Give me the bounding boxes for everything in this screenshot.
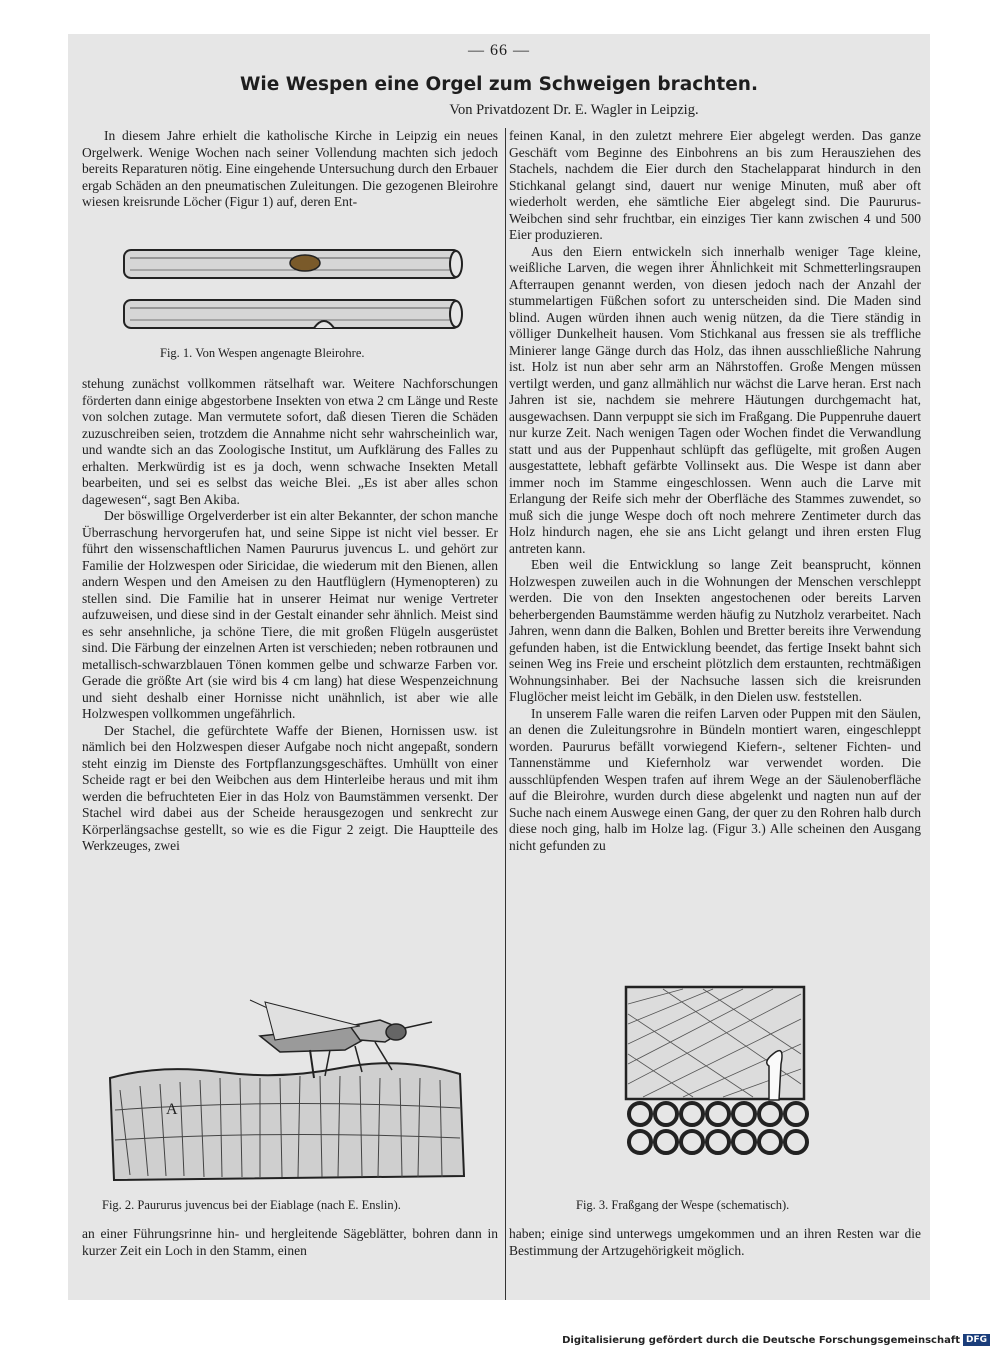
- figure-1-lead-pipes: [118, 246, 478, 341]
- right-column-block-1: [509, 128, 921, 854]
- column-divider: [505, 128, 506, 1300]
- credit-text: Digitalisierung gefördert durch die Deutsche Forschungsgemeinschaft: [562, 1334, 960, 1346]
- dfg-logo: DFG: [963, 1334, 990, 1346]
- paragraph: In diesem Jahre erhielt die katholische Kirche in Leipzig ein neues Orgelwerk. Wenige Wochen nach seiner Vollendung machten sich jedoch bereits Reparaturen nötig. Eine eingehende Untersuchung durch den Erbauer ergab Schäden an den pneumatischen Zuleitungen. Die gezogenen Bleirohre wiesen kreisrunde Löcher (Figur 1) auf, deren Ent-: [82, 128, 498, 209]
- figure-1-caption: Fig. 1. Von Wespen angenagte Bleirohre.: [160, 346, 365, 360]
- right-column-block-2: [509, 1226, 921, 1259]
- figure-2-label: A: [166, 1101, 178, 1118]
- paragraph: feinen Kanal, in den zuletzt mehrere Eier abgelegt werden. Das ganze Geschäft vom Beginne des Einbohrens an bis zum Herausziehen des Stachels, nachdem die Eier durch den Stachelapparat hindurch in den Stichkanal gelangt sind, dauert nur wenige Minuten, muß aber oft wiederholt werden, ehe sämtliche Eier abgelegt sind. Die Paururus-Weibchen sind sehr fruchtbar, ein einziges Tier kann zwischen 4 und 500 Eier produzieren.: [509, 128, 921, 242]
- figure-3-feeding-tunnel: [623, 984, 813, 1184]
- paragraph: Eben weil die Entwicklung so lange Zeit beansprucht, können Holzwespen zuweilen auch in die Wohnungen der Menschen verschleppt werden. Die von den Insekten angestochenen oder bereits Larven beherbergenden Baumstämme werden häufig zu Nutzholz verarbeitet. Nach Jahren, wenn dann die Balken, Bohlen und Bretter bereits ihre Verwendung gefunden haben, ist die Entwicklung beendet, das fertige Insekt bahnt sich seinen Weg ins Freie und erscheint plötzlich dem erstaunten, rechtmäßigen Wohnungsinhaber. Bei der Nachsuche lassen sich die kreisrunden Fluglöcher meist leicht im Gebälk, in den Dielen usw. feststellen.: [509, 557, 921, 704]
- paragraph: Der böswillige Orgelverderber ist ein alter Bekannter, der schon manche Überraschung hervorgerufen hat, und seine Sippe ist nicht viel besser. Er führt den wissenschaftlichen Namen Paururus juvencus L. und gehört zur Familie der Holzwespen oder Siricidae, die wiederum mit den Bienen, allen andern Wespen und den Ameisen zu den Hautflüglern (Hymenopteren) zu stellen sind. Die Familie hat in unserer Heimat nur wenige Vertreter aufzuweisen, und diese sind in der Gestalt einander sehr ähnlich. Meist sind es sehr ansehnliche, ja schöne Tiere, die mit großen Flügeln ausgerüstet sind. Die Färbung der einzelnen Arten ist verschieden; neben rotbraunen und metallisch-schwarzblauen Tönen kommen gelbe und schwarze Farben vor. Gerade die größte Art (sie wird bis 4 cm lang) hat diese Wespenzeichnung und sieht deshalb einer Hornisse nicht unähnlich, ist aber wie alle Holzwespen vollkommen ungefährlich.: [82, 508, 498, 721]
- paragraph: Der Stachel, die gefürchtete Waffe der Bienen, Hornissen usw. ist nämlich bei den Holzwespen dieser Aufgabe noch nicht angepaßt, sondern steht einzig im Dienste des Fortpflanzungsgeschäftes. Umhüllt von einer Scheide ragt er bei den Weibchen aus dem Hinterleibe heraus und mit ihm werden die befruchteten Eier in das Holz von Baumstämmen versenkt. Der Stachel wird dabei aus der Scheide herausgezogen und senkrecht zur Körperlängsachse gestellt, so wie es die Figur 2 zeigt. Die Hauptteile des Werkzeuges, zwei: [82, 722, 498, 853]
- figure-3-caption: Fig. 3. Fraßgang der Wespe (schematisch).: [576, 1198, 790, 1212]
- figure-2-caption: Fig. 2. Paururus juvencus bei der Eiablage (nach E. Enslin).: [102, 1198, 401, 1212]
- article-byline: Von Privatdozent Dr. E. Wagler in Leipzig.: [449, 102, 699, 118]
- paragraph: Aus den Eiern entwickeln sich innerhalb weniger Tage kleine, weißliche Larven, die wegen ihrer Ähnlichkeit mit Schmetterlingsraupen Afterraupen genannt werden, von diesen jedoch nach der Anzahl der stummelartigen Füßchen sofort zu unterscheiden sind. Die Maden sind blind. Augen würden ihnen auch wenig nützen, da die Tiere ständig in völliger Dunkelheit hausen. Vom Stichkanal aus fressen sie als treffliche Minierer lange Gänge durch das Holz, das ihnen ausschließliche Nahrung ist. Holz ist nun aber sehr arm an Nährstoffen. Große Mengen müssen vertilgt werden, und ganz allmählich nur wächst die Larve heran. Erst nach Jahren ist sie, nachdem sie mehrere Häutungen durchgemacht hat, ausgewachsen. Dann verpuppt sie sich im Fraßgang. Die Puppenruhe dauert nur kurze Zeit. Nach wenigen Tagen oder Wochen findet die Verwandlung statt und aus der Puppenhaut schlüpft das geflügelte, mit großen Augen ausgestattete, lebhaft gefärbte Vollinsekt aus. Die Wespe ist dann aber immer noch im Stamme eingeschlossen. Wenn auch die Larve mit Erlangung der Reife sich mehr der Oberfläche des Stammes zuwendet, so muß sich die junge Wespe doch oft noch mehrere Zentimeter durch das Holz hindurch nagen, ehe sie ans Licht gelangt und ihren ersten Flug antreten kann.: [509, 243, 921, 556]
- digitization-credit: [562, 1334, 990, 1346]
- left-column-block-2: [82, 376, 498, 855]
- paragraph: an einer Führungsrinne hin- und hergleitende Sägeblätter, bohren dann in kurzer Zeit ein Loch in den Stamm, einen: [82, 1226, 498, 1258]
- page-number: — 66 —: [468, 42, 530, 59]
- left-column-block-1: [82, 128, 498, 211]
- paragraph: In unserem Falle waren die reifen Larven oder Puppen mit den Säulen, an denen die Zuleitungsrohre in Bündeln montiert waren, eingeschleppt worden. Paururus befällt vorwiegend Kiefern-, seltener Fichten- und Tannenstämme und Kiefernholz war verwendet worden. Die ausschlüpfenden Wespen trafen auf ihrem Wege an der Säulenoberfläche auf die Bleirohre, wurden durch diese abgelenkt und nagten nun auf der Suche nach einem Auswege einen Gang, der quer zu den Rohren halb durch diese noch ging, halb im Holze lag. (Figur 3.) Alle scheinen den Ausgang nicht gefunden zu: [509, 705, 921, 853]
- article-title: Wie Wespen eine Orgel zum Schweigen brachten.: [240, 74, 758, 95]
- figure-2-wasp-egg-laying: [100, 980, 480, 1188]
- left-column-block-3: [82, 1226, 498, 1259]
- paragraph: stehung zunächst vollkommen rätselhaft war. Weitere Nachforschungen förderten dann einige abgestorbene Insekten von etwa 2 cm Länge und Reste von solchen zutage. Man vermutete sofort, daß diesen Tieren die Schäden zuzuschreiben seien, trotzdem die Annahme nicht sehr wahrscheinlich war, und wandte sich an das Zoologische Institut, um Aufklärung des Falles zu erhalten. Merkwürdig ist es ja doch, wenn schwache Insekten Metall bearbeiten, und sei es selbst das weiche Blei. „Es ist aber alles schon dagewesen“, sagt Ben Akiba.: [82, 376, 498, 507]
- scanned-page: [68, 34, 930, 1300]
- paragraph: haben; einige sind unterwegs umgekommen und an ihren Resten war die Bestimmung der Artzugehörigkeit möglich.: [509, 1226, 921, 1258]
